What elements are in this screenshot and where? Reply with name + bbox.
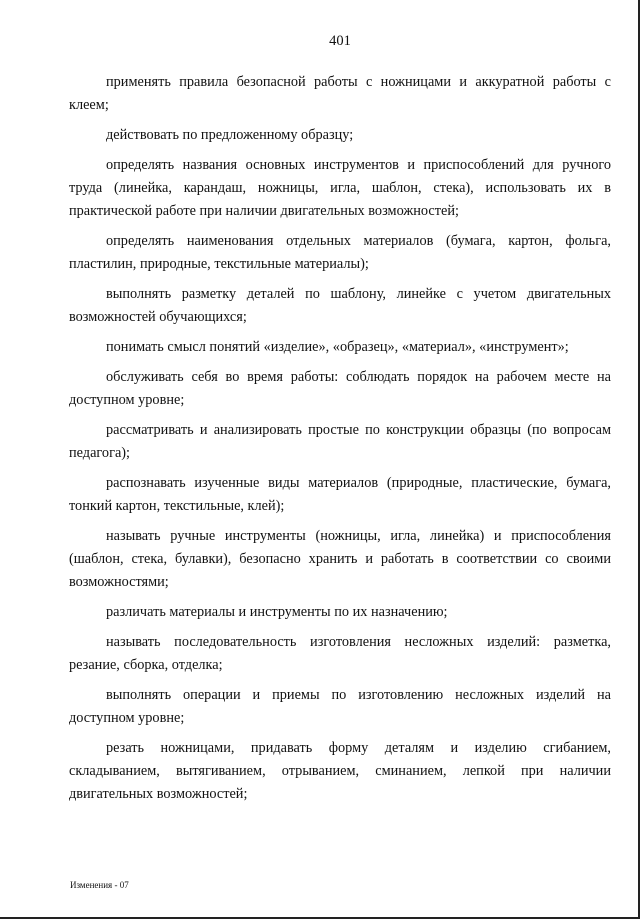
list-item: понимать смысл понятий «изделие», «образец», «материал», «инструмент»; <box>106 339 569 355</box>
document-body <box>69 71 611 813</box>
list-item: выполнять операции и приемы по изготовлению несложных изделий на доступном уровне; <box>69 687 611 726</box>
list-item: различать материалы и инструменты по их назначению; <box>106 604 448 620</box>
list-item: распознавать изученные виды материалов (природные, пластические, бумага, тонкий картон, текстильные, клей); <box>69 475 611 514</box>
list-item: определять наименования отдельных материалов (бумага, картон, фольга, пластилин, природные, текстильные материалы); <box>69 233 611 272</box>
list-item: резать ножницами, придавать форму деталям и изделию сгибанием, складыванием, вытягиванием, отрыванием, сминанием, лепкой при наличии двигательных возможностей; <box>69 740 611 802</box>
list-item: применять правила безопасной работы с ножницами и аккуратной работы с клеем; <box>69 74 611 113</box>
list-item: называть ручные инструменты (ножницы, игла, линейка) и приспособления (шаблон, стека, булавки), безопасно хранить и работать в соответствии со своими возможностями; <box>69 528 611 590</box>
page-footer: Изменения - 07 <box>70 880 129 890</box>
list-item: выполнять разметку деталей по шаблону, линейке с учетом двигательных возможностей обучающихся; <box>69 286 611 325</box>
list-item: называть последовательность изготовления несложных изделий: разметка, резание, сборка, отделка; <box>69 634 611 673</box>
list-item: определять названия основных инструментов и приспособлений для ручного труда (линейка, карандаш, ножницы, игла, шаблон, стека), использовать их в практической работе при наличии двигательных возможностей; <box>69 157 611 219</box>
list-item: действовать по предложенному образцу; <box>106 127 354 143</box>
list-item: рассматривать и анализировать простые по конструкции образцы (по вопросам педагога); <box>69 422 611 461</box>
page-number: 401 <box>329 33 351 49</box>
list-item: обслуживать себя во время работы: соблюдать порядок на рабочем месте на доступном уровне; <box>69 369 611 408</box>
